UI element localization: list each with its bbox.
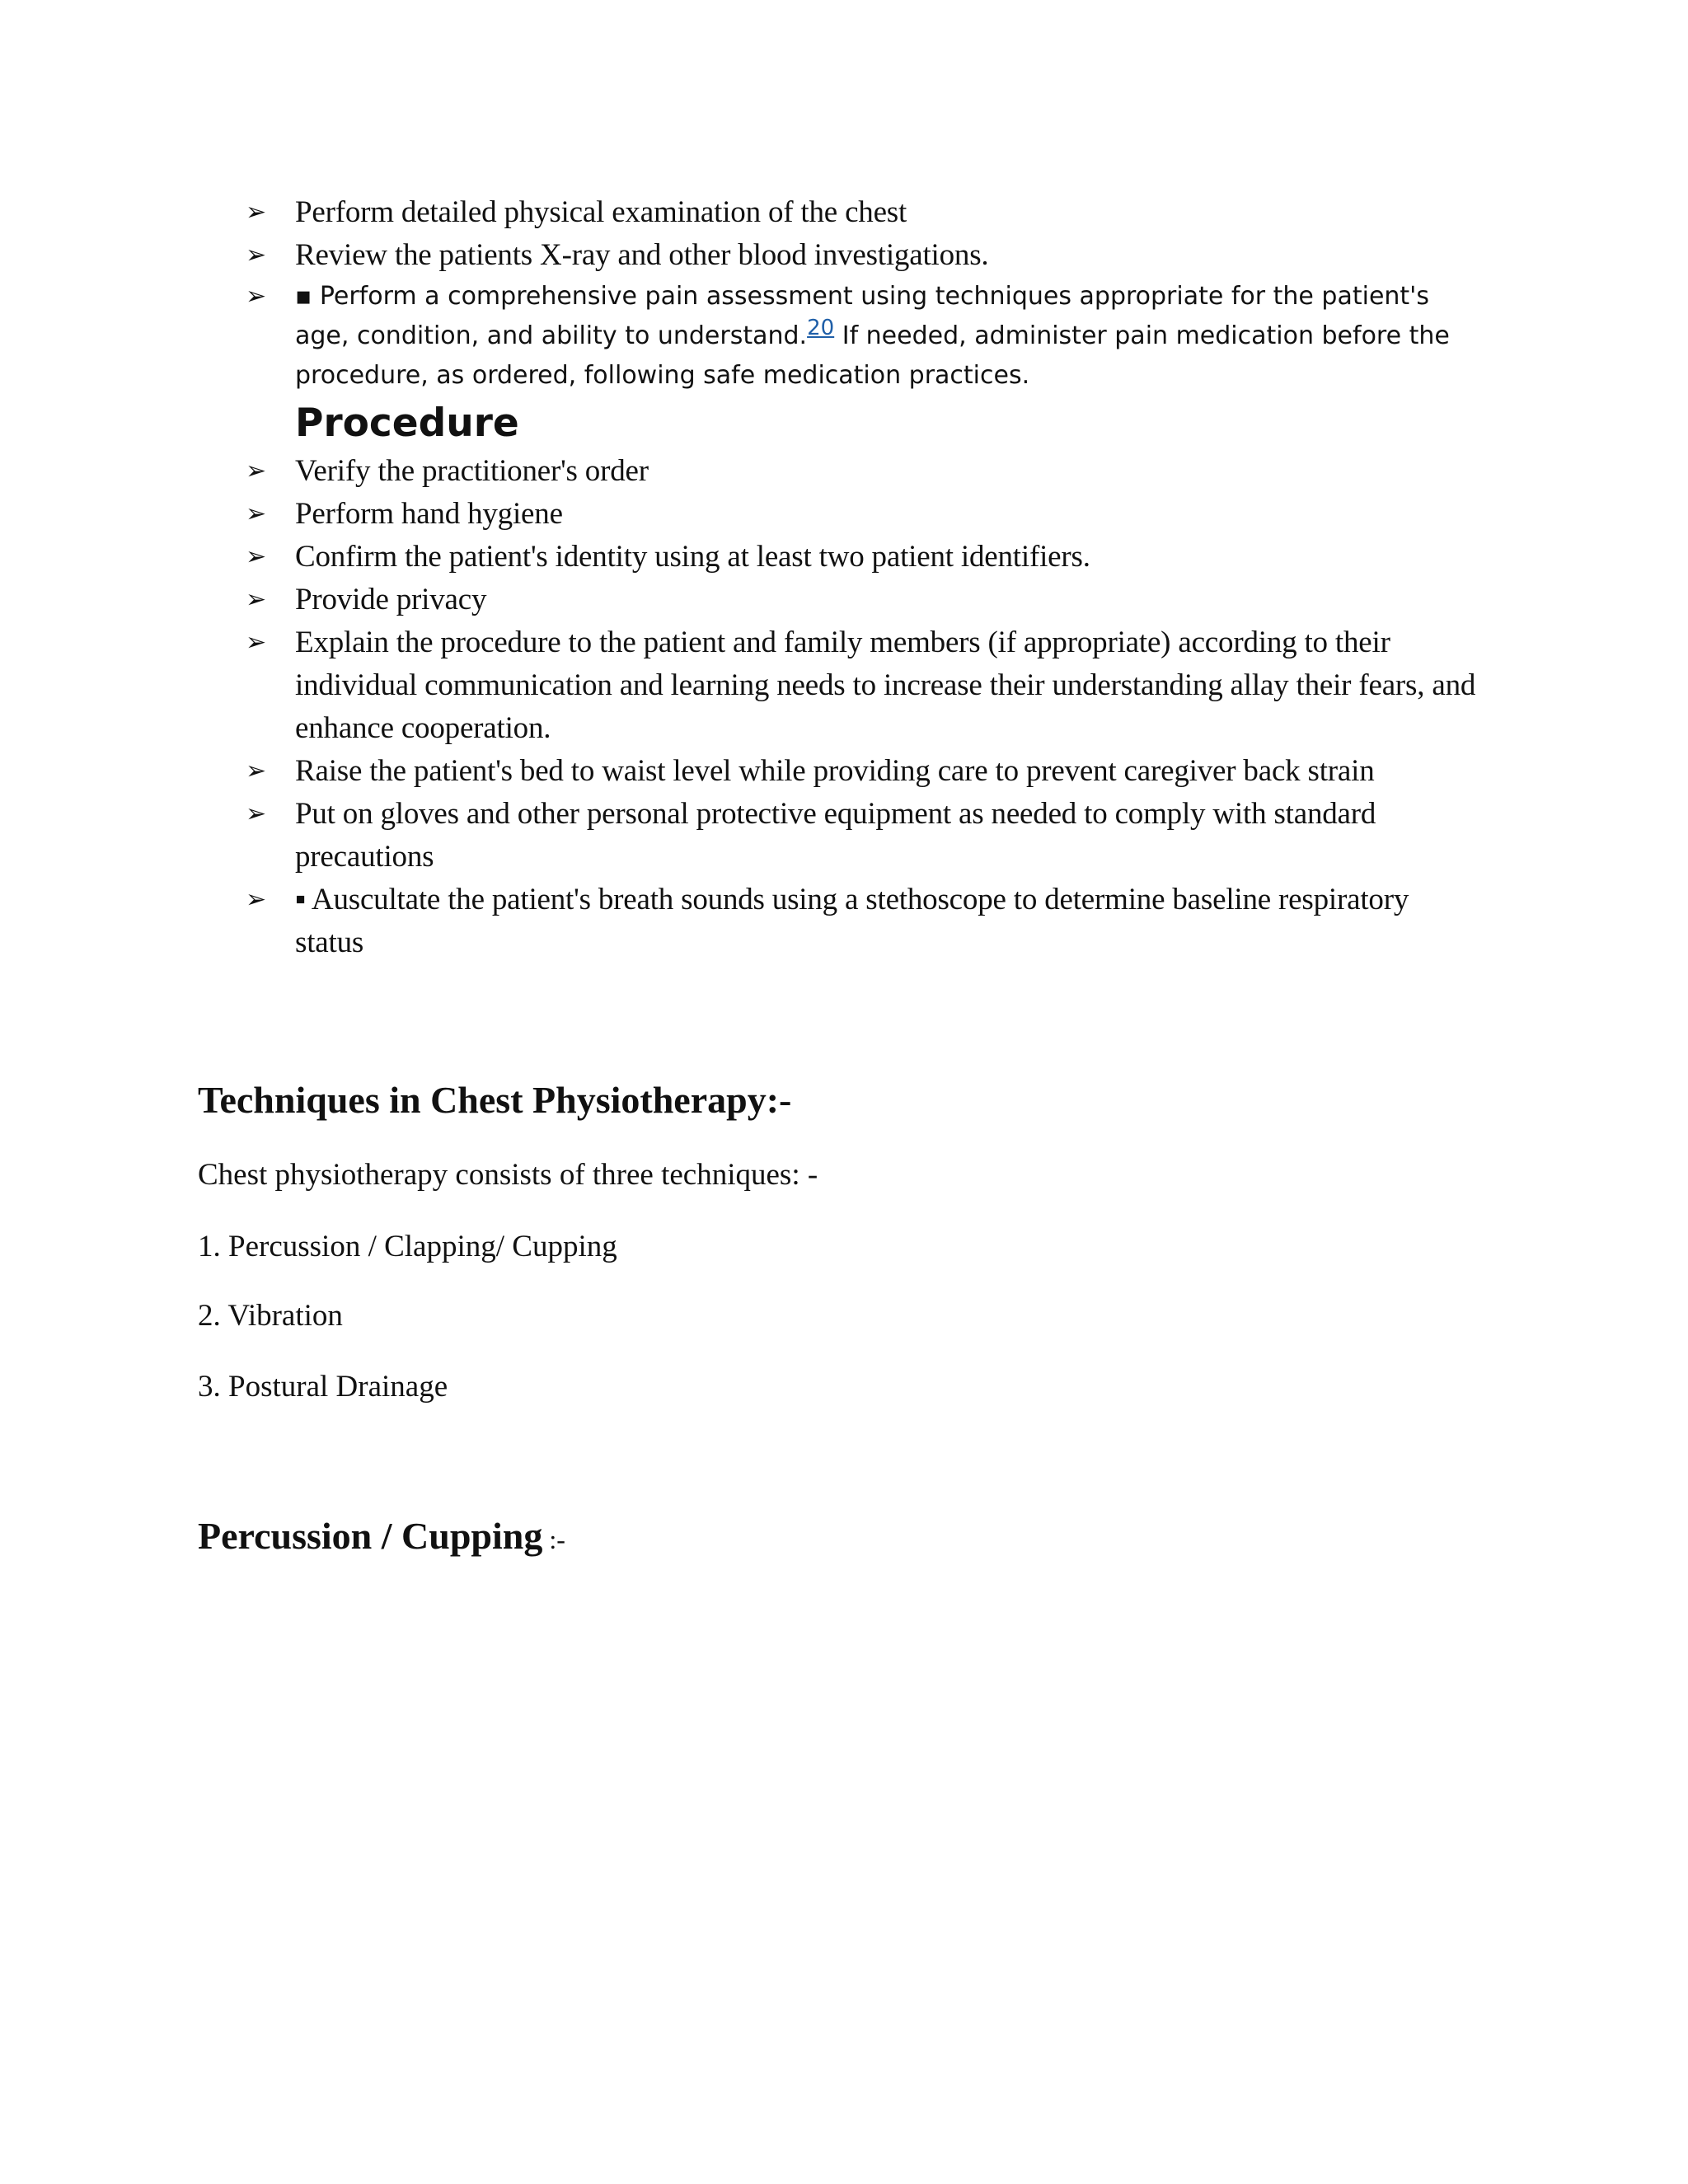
arrow-bullet-icon: ➢ [246,241,266,269]
bullet-text: ▪ Perform a comprehensive pain assessment using techniques appropriate for the patient's age, condition, and ability to understand. [295,282,1430,350]
percussion-section [198,1511,1434,1564]
bullet-text: Verify the practitioner's order [295,454,649,488]
procedure-heading-item [246,399,1482,448]
list-item [246,793,1482,879]
arrow-bullet-icon: ➢ [246,499,266,528]
bullet-text: Review the patients X-ray and other blood investigations. [295,238,989,272]
arrow-bullet-icon: ➢ [246,799,266,828]
list-item [246,450,1482,493]
percussion-heading-tail: :- [542,1525,565,1554]
bullet-text: Perform detailed physical examination of the chest [295,195,907,229]
list-item [246,234,1482,277]
bullet-text: Perform hand hygiene [295,497,563,531]
bullet-text: Explain the procedure to the patient and family members (if appropriate) according to their individual communication and learning needs to increase their understanding allay their fears, and enhance cooperation. [295,626,1476,745]
arrow-bullet-icon: ➢ [246,757,266,785]
bullet-text: ▪ Auscultate the patient's breath sounds using a stethoscope to determine baseline respiratory status [295,883,1409,959]
procedure-heading: Procedure [295,401,519,446]
list-item [246,191,1482,234]
technique-item: 2. Vibration [198,1299,343,1333]
bullet-text: Raise the patient's bed to waist level while providing care to prevent caregiver back strain [295,754,1375,788]
pain-assessment-item [246,277,1482,396]
arrow-bullet-icon: ➢ [246,282,267,311]
bullet-text: Put on gloves and other personal protective equipment as needed to comply with standard precautions [295,797,1376,874]
techniques-intro: Chest physiotherapy consists of three techniques: - [198,1158,818,1192]
arrow-bullet-icon: ➢ [246,542,266,571]
percussion-heading [198,1511,1434,1564]
techniques-heading: Techniques in Chest Physiotherapy:- [198,1079,792,1121]
list-item [246,621,1482,750]
arrow-bullet-icon: ➢ [246,628,266,657]
techniques-section [198,1076,1434,1125]
list-item [246,579,1482,621]
footnote-link[interactable]: 20 [807,316,835,340]
arrow-bullet-icon: ➢ [246,585,266,614]
bullet-text: Provide privacy [295,583,487,616]
list-item [246,536,1482,579]
percussion-heading-text: Percussion / Cupping [198,1515,543,1557]
arrow-bullet-icon: ➢ [246,457,266,485]
list-item [246,879,1482,964]
arrow-bullet-icon: ➢ [246,885,266,914]
technique-item: 3. Postural Drainage [198,1370,448,1404]
bullet-text: Confirm the patient's identity using at least two patient identifiers. [295,540,1090,574]
list-item [246,493,1482,536]
bullet-text: If needed, administer pain medication before the procedure, as ordered, following safe medication practices. [295,321,1450,390]
list-item [246,750,1482,793]
preparation-bullet-list [246,191,1482,964]
technique-item: 1. Percussion / Clapping/ Cupping [198,1230,617,1263]
arrow-bullet-icon: ➢ [246,198,266,227]
